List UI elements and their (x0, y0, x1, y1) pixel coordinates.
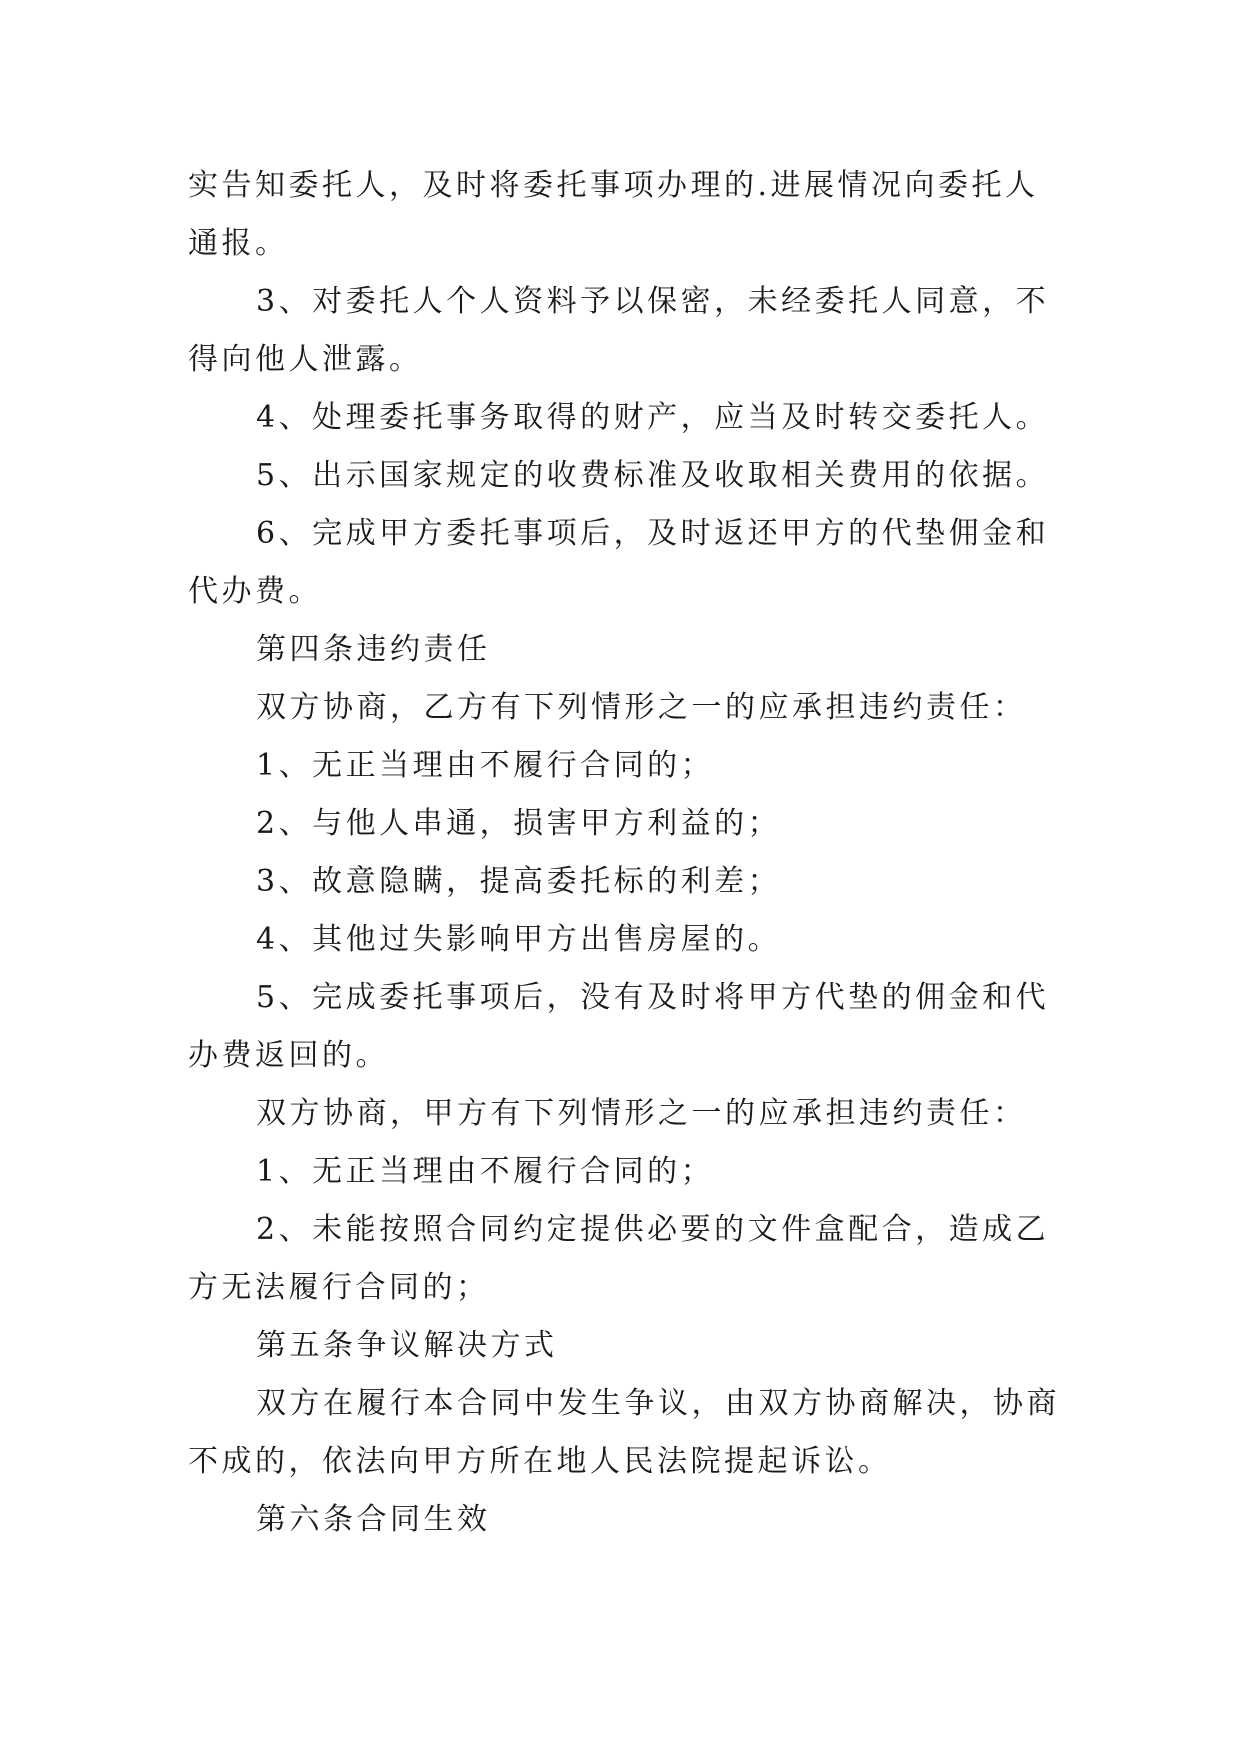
list-item: 3、故意隐瞒，提高委托标的利差； (256, 864, 782, 899)
body-line: 不成的，依法向甲方所在地人民法院提起诉讼。 (188, 1444, 892, 1479)
list-item: 2、未能按照合同约定提供必要的文件盒配合，造成乙 (256, 1212, 1050, 1247)
list-item: 1、无正当理由不履行合同的； (256, 748, 715, 783)
body-line: 通报。 (188, 226, 289, 261)
list-item: 5、完成委托事项后，没有及时将甲方代垫的佣金和代 (256, 980, 1050, 1015)
paragraph: 双方协商，甲方有下列情形之一的应承担违约责任： (256, 1096, 1027, 1131)
list-item: 2、与他人串通，损害甲方利益的； (256, 806, 782, 841)
list-item: 5、出示国家规定的收费标准及收取相关费用的依据。 (256, 458, 1050, 493)
list-item: 1、无正当理由不履行合同的； (256, 1154, 715, 1189)
body-line: 方无法履行合同的； (188, 1270, 490, 1305)
body-line: 实告知委托人，及时将委托事项办理的.进展情况向委托人 (188, 168, 1039, 203)
paragraph: 双方协商，乙方有下列情形之一的应承担违约责任： (256, 690, 1027, 725)
body-line: 代办费。 (188, 574, 322, 609)
body-line: 办费返回的。 (188, 1038, 389, 1073)
list-item: 6、完成甲方委托事项后，及时返还甲方的代垫佣金和 (256, 516, 1050, 551)
section-heading: 第四条违约责任 (256, 632, 491, 667)
list-item: 3、对委托人个人资料予以保密，未经委托人同意，不 (256, 284, 1050, 319)
paragraph: 双方在履行本合同中发生争议，由双方协商解决，协商 (256, 1386, 1060, 1421)
section-heading: 第六条合同生效 (256, 1502, 491, 1537)
document-body (188, 157, 1060, 1549)
section-heading: 第五条争议解决方式 (256, 1328, 558, 1363)
body-line: 得向他人泄露。 (188, 342, 423, 377)
list-item: 4、其他过失影响甲方出售房屋的。 (256, 922, 782, 957)
list-item: 4、处理委托事务取得的财产，应当及时转交委托人。 (256, 400, 1050, 435)
